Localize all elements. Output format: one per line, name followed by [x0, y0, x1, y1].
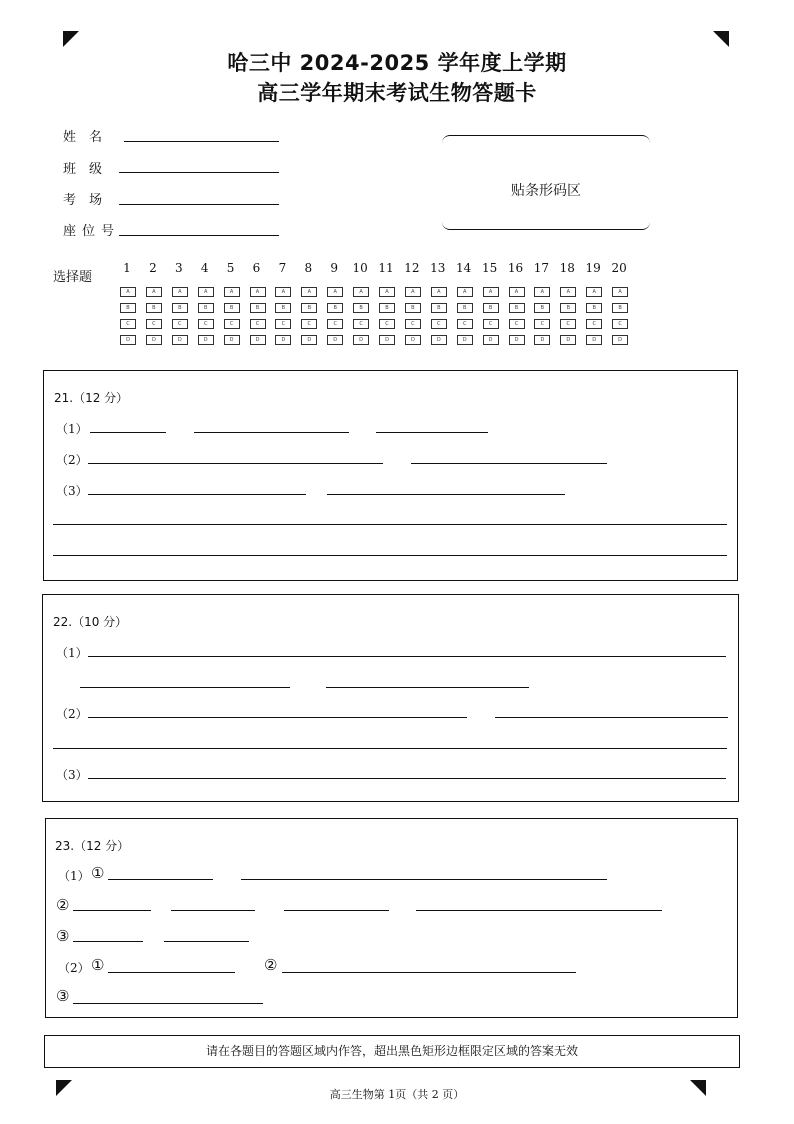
q21-answer-line[interactable] [376, 432, 488, 433]
barcode-label: 贴条形码区 [511, 183, 581, 199]
answer-bubble-c[interactable]: C [483, 319, 499, 329]
q23-answer-line[interactable] [108, 972, 235, 973]
choice-question-number: 12 [404, 261, 420, 275]
answer-bubble-c[interactable]: C [457, 319, 473, 329]
q21-part-2: （2） [56, 453, 88, 467]
answer-bubble-d[interactable]: D [534, 335, 550, 345]
q21-answer-line[interactable] [88, 463, 383, 464]
answer-bubble-c[interactable]: C [172, 319, 188, 329]
answer-bubble-b[interactable]: B [120, 303, 136, 313]
q23-answer-line[interactable] [108, 879, 213, 880]
q23-answer-line[interactable] [73, 941, 143, 942]
answer-bubble-d[interactable]: D [275, 335, 291, 345]
answer-bubble-b[interactable]: B [353, 303, 369, 313]
q23-answer-line[interactable] [171, 910, 255, 911]
q23-circle-3: ③ [56, 927, 70, 945]
q21-answer-line[interactable] [327, 494, 565, 495]
answer-bubble-d[interactable]: D [560, 335, 576, 345]
answer-bubble-b[interactable]: B [198, 303, 214, 313]
choice-question-number: 20 [611, 261, 627, 275]
exam-room-label: 考 场 [63, 193, 103, 208]
answer-bubble-a[interactable]: A [560, 287, 576, 297]
answer-bubble-d[interactable]: D [250, 335, 266, 345]
q23-part-2: （2） [58, 961, 90, 975]
choice-question-number: 6 [252, 261, 261, 275]
q22-answer-line[interactable] [80, 687, 290, 688]
q23-circle-2: ② [56, 896, 70, 914]
answer-bubble-a[interactable]: A [509, 287, 525, 297]
choice-question-number: 17 [533, 261, 550, 275]
q21-answer-line[interactable] [53, 524, 727, 525]
page-footer: 高三生物第 1页（共 2 页） [329, 1088, 465, 1101]
q23-answer-line[interactable] [73, 1003, 263, 1004]
answer-bubble-d[interactable]: D [198, 335, 214, 345]
answer-bubble-c[interactable]: C [120, 319, 136, 329]
answer-bubble-b[interactable]: B [560, 303, 576, 313]
q21-part-3: （3） [56, 484, 88, 498]
answer-bubble-d[interactable]: D [120, 335, 136, 345]
choice-question-number: 4 [200, 261, 209, 275]
choice-question-number: 3 [174, 261, 183, 275]
answer-bubble-c[interactable]: C [250, 319, 266, 329]
choice-question-number: 11 [378, 261, 394, 275]
choice-question-number: 19 [585, 261, 601, 275]
answer-bubble-b[interactable]: B [405, 303, 421, 313]
answer-bubble-b[interactable]: B [379, 303, 395, 313]
answer-bubble-d[interactable]: D [327, 335, 343, 345]
answer-bubble-c[interactable]: C [405, 319, 421, 329]
answer-bubble-a[interactable]: A [172, 287, 188, 297]
answer-bubble-c[interactable]: C [327, 319, 343, 329]
answer-bubble-b[interactable]: B [431, 303, 447, 313]
q23-circle-3: ③ [56, 987, 70, 1005]
answer-bubble-c[interactable]: C [198, 319, 214, 329]
answer-bubble-a[interactable]: A [198, 287, 214, 297]
answer-bubble-a[interactable]: A [534, 287, 550, 297]
q21-heading: 21.（12 分） [54, 391, 129, 405]
q23-circle-2: ② [264, 956, 278, 974]
answer-bubble-a[interactable]: A [586, 287, 602, 297]
answer-bubble-a[interactable]: A [612, 287, 628, 297]
q22-answer-line[interactable] [495, 717, 728, 718]
q21-answer-line[interactable] [90, 432, 166, 433]
answer-bubble-d[interactable]: D [457, 335, 473, 345]
q23-answer-line[interactable] [164, 941, 249, 942]
answer-bubble-b[interactable]: B [586, 303, 602, 313]
q22-heading: 22.（10 分） [53, 615, 128, 629]
answer-bubble-d[interactable]: D [146, 335, 162, 345]
answer-bubble-d[interactable]: D [483, 335, 499, 345]
answer-bubble-a[interactable]: A [146, 287, 162, 297]
answer-bubble-d[interactable]: D [172, 335, 188, 345]
choice-question-number: 10 [352, 261, 368, 275]
answer-bubble-c[interactable]: C [275, 319, 291, 329]
q22-answer-line[interactable] [326, 687, 529, 688]
q23-circle-1: ① [91, 864, 105, 882]
answer-bubble-b[interactable]: B [301, 303, 317, 313]
answer-bubble-b[interactable]: B [612, 303, 628, 313]
answer-bubble-a[interactable]: A [120, 287, 136, 297]
answer-box-23 [45, 818, 738, 1018]
exam-room-field[interactable] [119, 204, 279, 205]
answer-bubble-b[interactable]: B [224, 303, 240, 313]
answer-bubble-c[interactable]: C [146, 319, 162, 329]
answer-bubble-b[interactable]: B [483, 303, 499, 313]
name-field[interactable] [124, 141, 279, 142]
answer-bubble-b[interactable]: B [457, 303, 473, 313]
corner-marker-top-right [713, 31, 729, 47]
answer-bubble-b[interactable]: B [250, 303, 266, 313]
q23-answer-line[interactable] [241, 879, 607, 880]
answer-bubble-a[interactable]: A [353, 287, 369, 297]
q22-answer-line[interactable] [88, 717, 467, 718]
answer-bubble-c[interactable]: C [224, 319, 240, 329]
q23-part-1: （1） [58, 869, 90, 883]
answer-bubble-b[interactable]: B [534, 303, 550, 313]
answer-bubble-d[interactable]: D [224, 335, 240, 345]
answer-box-21 [43, 370, 738, 581]
answer-area-notice: 请在各题目的答题区域内作答，超出黑色矩形边框限定区域的答案无效 [44, 1035, 740, 1068]
answer-bubble-b[interactable]: B [172, 303, 188, 313]
answer-bubble-a[interactable]: A [275, 287, 291, 297]
q22-part-1: （1） [56, 646, 88, 660]
choice-question-number: 7 [278, 261, 287, 275]
answer-bubble-b[interactable]: B [275, 303, 291, 313]
class-field[interactable] [119, 172, 279, 173]
answer-bubble-c[interactable]: C [586, 319, 602, 329]
q21-answer-line[interactable] [411, 463, 607, 464]
q21-part-1: （1） [56, 422, 88, 436]
q23-circle-1: ① [91, 956, 105, 974]
title-line-1: 哈三中 2024-2025 学年度上学期 [227, 51, 567, 75]
answer-bubble-d[interactable]: D [509, 335, 525, 345]
q21-answer-line[interactable] [194, 432, 349, 433]
choice-question-number: 16 [507, 261, 524, 275]
choice-question-number: 2 [149, 261, 157, 275]
q23-answer-line[interactable] [282, 972, 576, 973]
q21-answer-line[interactable] [53, 555, 727, 556]
answer-bubble-a[interactable]: A [405, 287, 421, 297]
q22-part-2: （2） [56, 707, 88, 721]
choice-question-number: 14 [456, 261, 472, 275]
answer-bubble-b[interactable]: B [509, 303, 525, 313]
choice-section-label: 选择题 [53, 270, 93, 285]
q23-answer-line[interactable] [73, 910, 151, 911]
barcode-area [442, 135, 650, 230]
answer-bubble-d[interactable]: D [379, 335, 395, 345]
answer-bubble-d[interactable]: D [405, 335, 421, 345]
choice-question-number: 5 [226, 261, 235, 275]
q22-answer-line[interactable] [88, 778, 726, 779]
choice-question-number: 1 [123, 261, 131, 275]
seat-label: 座位号 [63, 224, 121, 239]
answer-bubble-c[interactable]: C [560, 319, 576, 329]
q23-answer-line[interactable] [284, 910, 389, 911]
answer-box-22 [42, 594, 739, 802]
q22-part-3: （3） [56, 768, 88, 782]
answer-bubble-a[interactable]: A [379, 287, 395, 297]
answer-bubble-b[interactable]: B [146, 303, 162, 313]
choice-question-number: 15 [481, 261, 498, 275]
answer-bubble-c[interactable]: C [431, 319, 447, 329]
title-line-2: 高三学年期末考试生物答题卡 [257, 81, 537, 105]
answer-bubble-c[interactable]: C [534, 319, 550, 329]
answer-bubble-a[interactable]: A [327, 287, 343, 297]
answer-bubble-a[interactable]: A [457, 287, 473, 297]
q22-answer-line[interactable] [88, 656, 726, 657]
q22-answer-line[interactable] [53, 748, 727, 749]
answer-bubble-a[interactable]: A [250, 287, 266, 297]
answer-bubble-c[interactable]: C [301, 319, 317, 329]
answer-bubble-a[interactable]: A [431, 287, 447, 297]
class-label: 班 级 [63, 162, 103, 177]
answer-bubble-a[interactable]: A [301, 287, 317, 297]
answer-bubble-c[interactable]: C [379, 319, 395, 329]
choice-question-number: 13 [430, 261, 446, 275]
answer-bubble-d[interactable]: D [301, 335, 317, 345]
answer-bubble-b[interactable]: B [327, 303, 343, 313]
choice-question-number: 18 [559, 261, 575, 275]
q23-heading: 23.（12 分） [55, 839, 130, 853]
answer-bubble-c[interactable]: C [612, 319, 628, 329]
corner-marker-top-left [63, 31, 79, 47]
answer-bubble-a[interactable]: A [224, 287, 240, 297]
answer-bubble-a[interactable]: A [483, 287, 499, 297]
q21-answer-line[interactable] [88, 494, 306, 495]
choice-question-number: 9 [330, 261, 338, 275]
answer-bubble-d[interactable]: D [612, 335, 628, 345]
name-label: 姓 名 [63, 130, 103, 145]
seat-field[interactable] [119, 235, 279, 236]
choice-question-number: 8 [304, 261, 313, 275]
answer-bubble-d[interactable]: D [586, 335, 602, 345]
answer-bubble-c[interactable]: C [509, 319, 525, 329]
q23-answer-line[interactable] [416, 910, 662, 911]
answer-bubble-d[interactable]: D [431, 335, 447, 345]
answer-bubble-d[interactable]: D [353, 335, 369, 345]
answer-bubble-c[interactable]: C [353, 319, 369, 329]
